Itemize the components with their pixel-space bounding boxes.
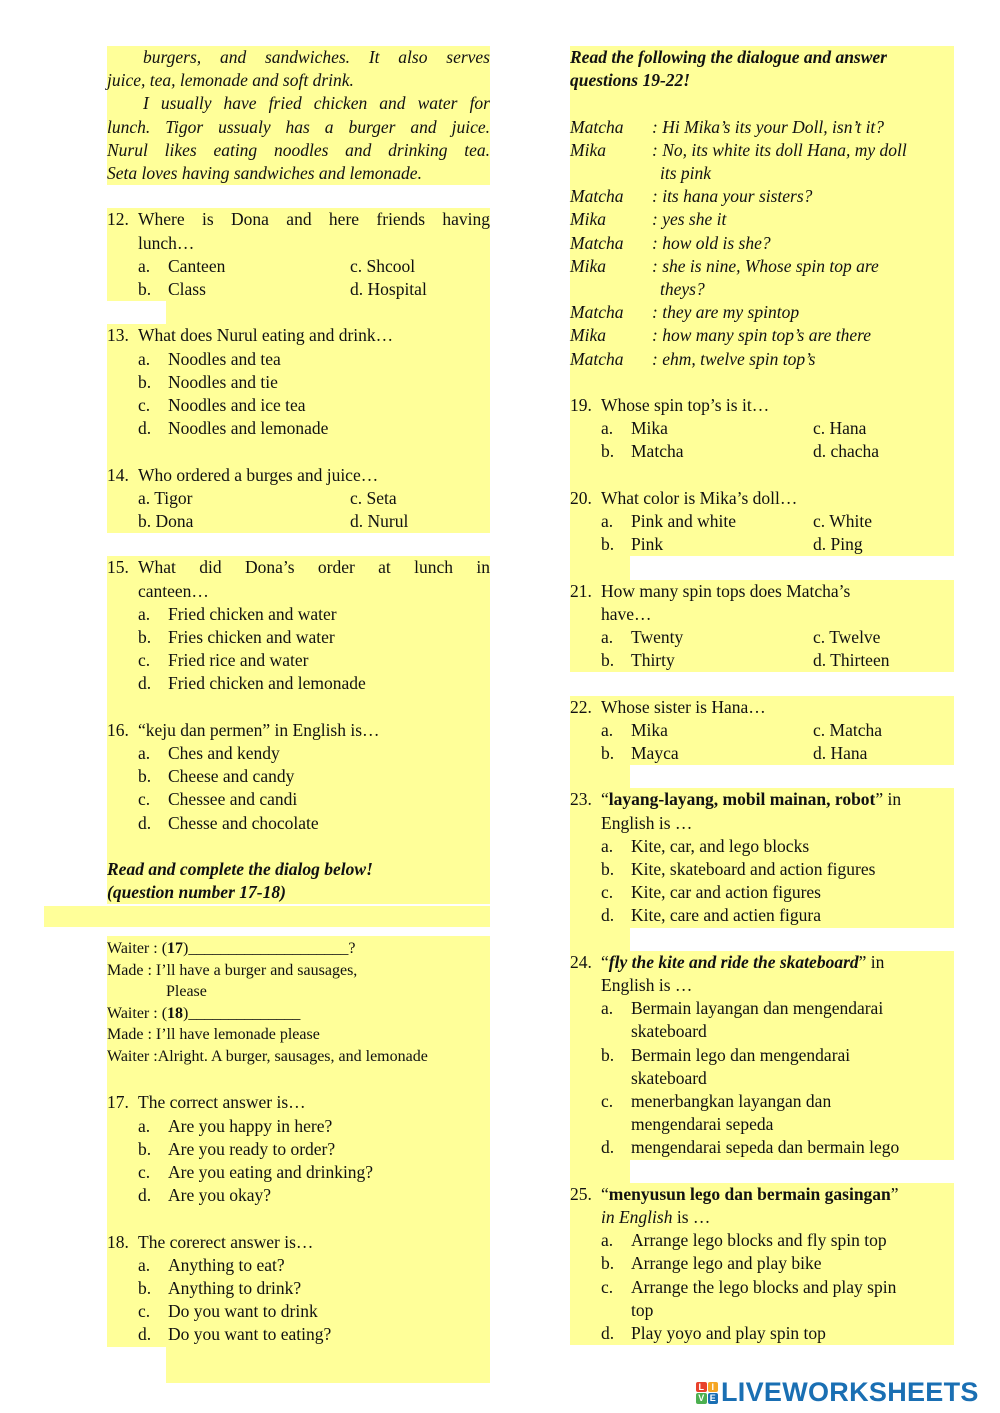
speaker: Mika xyxy=(570,255,606,276)
question-number: 13. xyxy=(107,325,129,346)
option-text: Bermain layangan dan mengendarai xyxy=(631,998,884,1019)
question-text: “keju dan permen” in English is… xyxy=(138,719,380,740)
logo-mark-icon: L I V E xyxy=(696,1382,718,1404)
speaker: Matcha xyxy=(570,116,624,137)
question-number: 19. xyxy=(570,395,592,416)
option[interactable] xyxy=(107,603,490,626)
option-b[interactable]: Mayca xyxy=(631,743,679,764)
option-text: Arrange the lego blocks and play spin xyxy=(631,1276,897,1297)
option-d[interactable]: d. Thirteen xyxy=(813,650,890,671)
dialog-line xyxy=(570,301,954,324)
option-c[interactable]: c. Hana xyxy=(813,418,867,439)
option-text: Fries chicken and water xyxy=(168,627,335,648)
option-letter: a. xyxy=(138,1254,151,1275)
option-letter: a. xyxy=(601,627,614,648)
question-12 xyxy=(107,208,490,301)
option-text: Are you ready to order? xyxy=(168,1138,336,1159)
question-25 xyxy=(570,1183,954,1345)
dialog-text: : yes she it xyxy=(652,209,727,230)
question-number: 22. xyxy=(570,696,592,717)
left-column xyxy=(107,46,490,1383)
dialog-17-18 xyxy=(107,936,490,1071)
question-23 xyxy=(570,788,954,927)
option[interactable] xyxy=(570,1252,954,1275)
option[interactable] xyxy=(107,788,490,811)
option-letter: c. xyxy=(138,1162,151,1183)
question-13 xyxy=(107,324,490,440)
passage-line: Seta loves having sandwiches and lemonade. xyxy=(107,162,490,185)
answer-blank[interactable]: )____________________? xyxy=(183,940,356,958)
dialog-text: : No, its white its doll Hana, my doll xyxy=(652,139,907,160)
option-letter: c. xyxy=(601,882,614,903)
option-letter: d. xyxy=(138,673,152,694)
dialog-text: its pink xyxy=(660,163,712,183)
option[interactable] xyxy=(107,649,490,672)
dialog-line xyxy=(570,116,954,139)
option[interactable] xyxy=(107,348,490,371)
question-text: Who ordered a burges and juice… xyxy=(138,464,379,485)
option-letter: b. xyxy=(601,743,615,764)
option-letter: b. xyxy=(601,1044,615,1065)
dialog-line xyxy=(570,185,954,208)
passage-line: juice, tea, lemonade and soft drink. xyxy=(107,69,490,92)
option[interactable] xyxy=(107,1277,490,1300)
question-text: “menyusun lego dan bermain gasingan” xyxy=(601,1183,899,1204)
option-a[interactable]: a. Tigor xyxy=(138,487,193,508)
question-text: What color is Mika’s doll… xyxy=(601,487,798,508)
question-text-cont: English is … xyxy=(570,974,954,997)
question-19 xyxy=(570,394,954,464)
option-text: Bermain lego dan mengendarai xyxy=(631,1044,851,1065)
option-a[interactable]: Twenty xyxy=(631,627,684,648)
dialog-text: : how old is she? xyxy=(652,232,771,253)
question-20 xyxy=(570,487,954,557)
option-text-cont: skateboard xyxy=(570,1067,954,1090)
option-b[interactable]: Pink xyxy=(631,534,664,555)
option-letter: d. xyxy=(601,905,615,926)
dialog-line xyxy=(107,960,490,982)
option-text-cont: mengendarai sepeda xyxy=(570,1113,954,1136)
question-number: 18. xyxy=(107,1231,129,1252)
option-b[interactable]: b. Dona xyxy=(138,511,194,532)
option-letter: a. xyxy=(138,255,151,276)
option-text: menerbangkan layangan dan xyxy=(631,1091,832,1112)
option-b[interactable]: Class xyxy=(168,279,206,300)
option-letter: a. xyxy=(138,743,151,764)
option[interactable] xyxy=(570,1229,954,1252)
option-text: Noodles and tea xyxy=(168,348,281,369)
option-letter: d. xyxy=(601,1323,615,1344)
option-letter: a. xyxy=(601,998,614,1019)
option-text: Are you eating and drinking? xyxy=(168,1162,374,1183)
option-text: Kite, car, and lego blocks xyxy=(631,835,810,856)
option-text: Are you okay? xyxy=(168,1185,272,1206)
option-text: Fried rice and water xyxy=(168,650,309,671)
liveworksheets-logo[interactable] xyxy=(696,1377,979,1408)
dialog-line xyxy=(570,324,954,347)
option-letter: b. xyxy=(601,534,615,555)
question-number: 24. xyxy=(570,951,592,972)
option[interactable] xyxy=(570,1044,954,1067)
blank-number: 17 xyxy=(167,940,184,958)
option-row xyxy=(570,510,954,533)
option[interactable] xyxy=(107,812,490,835)
option-row xyxy=(107,278,490,301)
option-c[interactable]: c. Matcha xyxy=(813,719,882,740)
option-letter: c. xyxy=(601,1276,614,1297)
question-text: “layang-layang, mobil mainan, robot” in xyxy=(601,789,902,810)
option[interactable] xyxy=(107,672,490,695)
dialog-text: : she is nine, Whose spin top are xyxy=(652,255,879,276)
dialog-line xyxy=(107,1046,490,1068)
option-letter: b. xyxy=(601,1253,615,1274)
passage-line: burgers, and sandwiches. It also serves xyxy=(107,46,490,69)
option-text: Arrange lego blocks and fly spin top xyxy=(631,1230,887,1251)
question-text-cont: canteen… xyxy=(107,580,490,603)
instruction-line: questions 19-22! xyxy=(570,69,954,92)
option-letter: c. xyxy=(601,1091,614,1112)
question-text: Whose sister is Hana… xyxy=(601,696,766,717)
option[interactable] xyxy=(107,1300,490,1323)
question-text: What did Dona’s order at lunch in xyxy=(138,557,490,578)
question-text-cont: in English is … xyxy=(570,1206,954,1229)
option-a[interactable]: Mika xyxy=(631,719,668,740)
question-number: 15. xyxy=(107,557,129,578)
option-row xyxy=(570,440,954,463)
option-letter: b. xyxy=(138,1278,152,1299)
option-c[interactable]: c. Twelve xyxy=(813,627,881,648)
option-d[interactable]: d. Nurul xyxy=(350,511,409,532)
option-c[interactable]: c. Seta xyxy=(350,487,397,508)
option-letter: c. xyxy=(138,650,151,671)
option[interactable] xyxy=(107,1323,490,1346)
question-text: Where is Dona and here friends having xyxy=(138,209,490,230)
question-number: 17. xyxy=(107,1092,129,1113)
question-14 xyxy=(107,464,490,534)
dialog-line xyxy=(570,255,954,278)
option-text: Do you want to drink xyxy=(168,1301,318,1322)
option[interactable] xyxy=(570,997,954,1020)
option[interactable] xyxy=(570,858,954,881)
speaker: Made xyxy=(107,961,144,979)
option-letter: b. xyxy=(601,859,615,880)
option[interactable] xyxy=(107,626,490,649)
option-text-cont: top xyxy=(570,1299,954,1322)
option-text: Ches and kendy xyxy=(168,743,280,764)
option-row xyxy=(570,533,954,556)
passage-line: lunch. Tigor ussualy has a burger and juice. xyxy=(107,116,490,139)
logo-text: LIVEWORKSHEETS xyxy=(721,1377,979,1407)
instruction-line: Read and complete the dialog below! xyxy=(107,858,490,881)
passage-line: Nurul likes eating noodles and drinking tea. xyxy=(107,139,490,162)
option-d[interactable]: d. Hana xyxy=(813,743,868,764)
option-text: Arrange lego and play bike xyxy=(631,1253,822,1274)
option-letter: b. xyxy=(601,650,615,671)
option-text: mengendarai sepeda dan bermain lego xyxy=(631,1137,900,1158)
option-text: Anything to eat? xyxy=(168,1254,285,1275)
option[interactable] xyxy=(107,765,490,788)
option-d[interactable]: d. chacha xyxy=(813,441,880,462)
question-21 xyxy=(570,580,954,673)
speaker: Matcha xyxy=(570,232,624,253)
option-letter: a. xyxy=(601,511,614,532)
dialog-text: : ehm, twelve spin top’s xyxy=(652,348,816,369)
blank-number: 18 xyxy=(167,1004,184,1022)
option[interactable] xyxy=(107,371,490,394)
option-text-cont: skateboard xyxy=(570,1020,954,1043)
option[interactable] xyxy=(570,904,954,927)
dialog-text: : they are my spintop xyxy=(652,302,800,323)
option-row xyxy=(107,510,490,533)
speaker: Matcha xyxy=(570,302,624,323)
question-text-cont: English is … xyxy=(570,812,954,835)
option-text: Fried chicken and lemonade xyxy=(168,673,366,694)
option-text: Chesse and chocolate xyxy=(168,812,319,833)
option-letter: d. xyxy=(138,812,152,833)
question-16 xyxy=(107,719,490,835)
question-text-cont: lunch… xyxy=(107,232,490,255)
question-text-cont: have… xyxy=(570,603,954,626)
option-letter: d. xyxy=(138,1185,152,1206)
option[interactable] xyxy=(107,417,490,440)
instruction-line: Read the following the dialogue and answer xyxy=(570,46,954,69)
option[interactable] xyxy=(570,1322,954,1345)
instruction-17-18 xyxy=(107,858,490,904)
speaker: Mika xyxy=(570,325,606,346)
option[interactable] xyxy=(107,742,490,765)
passage-line: I usually have fried chicken and water for xyxy=(107,92,490,115)
speaker: Waiter : ( xyxy=(107,1004,168,1022)
speaker: Waiter xyxy=(107,940,150,958)
option-letter: a. xyxy=(138,603,151,624)
option[interactable] xyxy=(107,1254,490,1277)
question-text: How many spin tops does Matcha’s xyxy=(601,580,851,601)
option-row xyxy=(570,719,954,742)
option-row xyxy=(570,742,954,765)
option-b[interactable]: Thirty xyxy=(631,650,675,671)
dialog-text: : I’ll have a burger and sausages, xyxy=(143,961,358,979)
question-number: 14. xyxy=(107,464,129,485)
dialog-text: : its hana your sisters? xyxy=(652,186,813,207)
option[interactable] xyxy=(570,1136,954,1159)
question-number: 25. xyxy=(570,1183,592,1204)
option-c[interactable]: c. White xyxy=(813,511,872,532)
speaker: Matcha xyxy=(570,186,624,207)
question-number: 20. xyxy=(570,487,592,508)
dialog-line xyxy=(570,162,954,185)
option-letter: c. xyxy=(138,395,151,416)
speaker xyxy=(570,162,652,185)
dialog-line xyxy=(570,348,954,371)
question-number: 21. xyxy=(570,580,592,601)
question-text: What does Nurul eating and drink… xyxy=(138,325,394,346)
question-text: The corerect answer is… xyxy=(138,1231,314,1252)
option-text: Anything to drink? xyxy=(168,1278,302,1299)
instruction-line: (question number 17-18) xyxy=(107,881,490,904)
speaker: Waiter xyxy=(107,1047,150,1065)
question-22 xyxy=(570,696,954,766)
option-text: Kite, skateboard and action figures xyxy=(631,859,876,880)
option[interactable] xyxy=(570,1090,954,1113)
option-b[interactable]: Matcha xyxy=(631,441,684,462)
option-row xyxy=(570,626,954,649)
dialog-text: : how many spin top’s are there xyxy=(652,325,872,346)
question-text: The correct answer is… xyxy=(138,1092,306,1113)
option-text: Cheese and candy xyxy=(168,766,295,787)
speaker: Mika xyxy=(570,139,606,160)
dialog-line xyxy=(570,232,954,255)
answer-blank[interactable]: )______________ xyxy=(183,1004,301,1022)
option-letter: d. xyxy=(138,418,152,439)
option-text: Kite, care and actien figura xyxy=(631,905,821,926)
right-column xyxy=(570,46,954,1345)
option-letter: b. xyxy=(138,371,152,392)
option-text: Are you happy in here? xyxy=(168,1115,333,1136)
question-17 xyxy=(107,1091,490,1207)
option[interactable] xyxy=(107,1161,490,1184)
option-row xyxy=(107,255,490,278)
option[interactable] xyxy=(107,1115,490,1138)
option[interactable] xyxy=(570,881,954,904)
option-c[interactable]: c. Shcool xyxy=(350,255,416,276)
option-letter: b. xyxy=(138,1138,152,1159)
option-letter: a. xyxy=(601,418,614,439)
option[interactable] xyxy=(570,835,954,858)
option[interactable] xyxy=(107,1138,490,1161)
question-15 xyxy=(107,556,490,695)
option-row xyxy=(570,649,954,672)
option-text: Fried chicken and water xyxy=(168,603,337,624)
dialog-line xyxy=(107,938,490,960)
option-letter: c. xyxy=(138,1301,151,1322)
option-letter: b. xyxy=(138,627,152,648)
option-text: Noodles and ice tea xyxy=(168,395,306,416)
option-text: Kite, car and action figures xyxy=(631,882,821,903)
option-text: Noodles and lemonade xyxy=(168,418,329,439)
dialog-line xyxy=(107,1003,490,1025)
option[interactable] xyxy=(107,394,490,417)
option-d[interactable]: d. Hospital xyxy=(350,279,427,300)
instruction-19-22 xyxy=(570,46,954,92)
dialog-19-22 xyxy=(570,116,954,371)
option-letter: b. xyxy=(138,279,152,300)
option-letter: a. xyxy=(601,1230,614,1251)
option[interactable] xyxy=(570,1276,954,1299)
option-d[interactable]: d. Ping xyxy=(813,534,863,555)
option[interactable] xyxy=(107,1184,490,1207)
speaker xyxy=(570,278,652,301)
reading-passage xyxy=(107,46,490,185)
option-row xyxy=(570,417,954,440)
option-text: Chessee and candi xyxy=(168,789,298,810)
option-a[interactable]: Mika xyxy=(631,418,668,439)
speaker: Mika xyxy=(570,209,606,230)
dialog-line xyxy=(107,1024,490,1046)
option-text: Play yoyo and play spin top xyxy=(631,1323,826,1344)
option-letter: a. xyxy=(138,1115,151,1136)
option-text: Do you want to eating? xyxy=(168,1324,332,1345)
question-text: “fly the kite and ride the skateboard” in xyxy=(601,951,885,972)
dialog-text: : Hi Mika’s its your Doll, isn’t it? xyxy=(652,116,885,137)
dialog-text: theys? xyxy=(660,279,705,300)
option-letter: b. xyxy=(138,766,152,787)
speaker: Matcha xyxy=(570,348,624,369)
speaker: Made xyxy=(107,1026,144,1044)
question-number: 16. xyxy=(107,719,129,740)
question-number: 23. xyxy=(570,789,592,810)
option-row xyxy=(107,487,490,510)
option-letter: c. xyxy=(138,789,151,810)
dialog-line xyxy=(570,278,954,301)
option-letter: d. xyxy=(601,1137,615,1158)
option-letter: d. xyxy=(138,1324,152,1345)
dialog-line xyxy=(570,208,954,231)
option-letter: a. xyxy=(601,719,614,740)
dialog-text: : I’ll have lemonade please xyxy=(143,1026,320,1044)
option-text: Noodles and tie xyxy=(168,371,278,392)
question-number: 12. xyxy=(107,209,129,230)
option-letter: b. xyxy=(601,441,615,462)
option-a[interactable]: Canteen xyxy=(168,255,226,276)
question-24 xyxy=(570,951,954,1160)
question-18 xyxy=(107,1231,490,1347)
dialog-line: Please xyxy=(166,983,207,1001)
dialog-text: :Alright. A burger, sausages, and lemonade xyxy=(149,1047,428,1065)
option-a[interactable]: Pink and white xyxy=(631,511,736,532)
dialog-line xyxy=(570,139,954,162)
dialog-text: : ( xyxy=(149,940,168,958)
option-letter: a. xyxy=(138,348,151,369)
option-letter: a. xyxy=(601,835,614,856)
question-text: Whose spin top’s is it… xyxy=(601,395,770,416)
